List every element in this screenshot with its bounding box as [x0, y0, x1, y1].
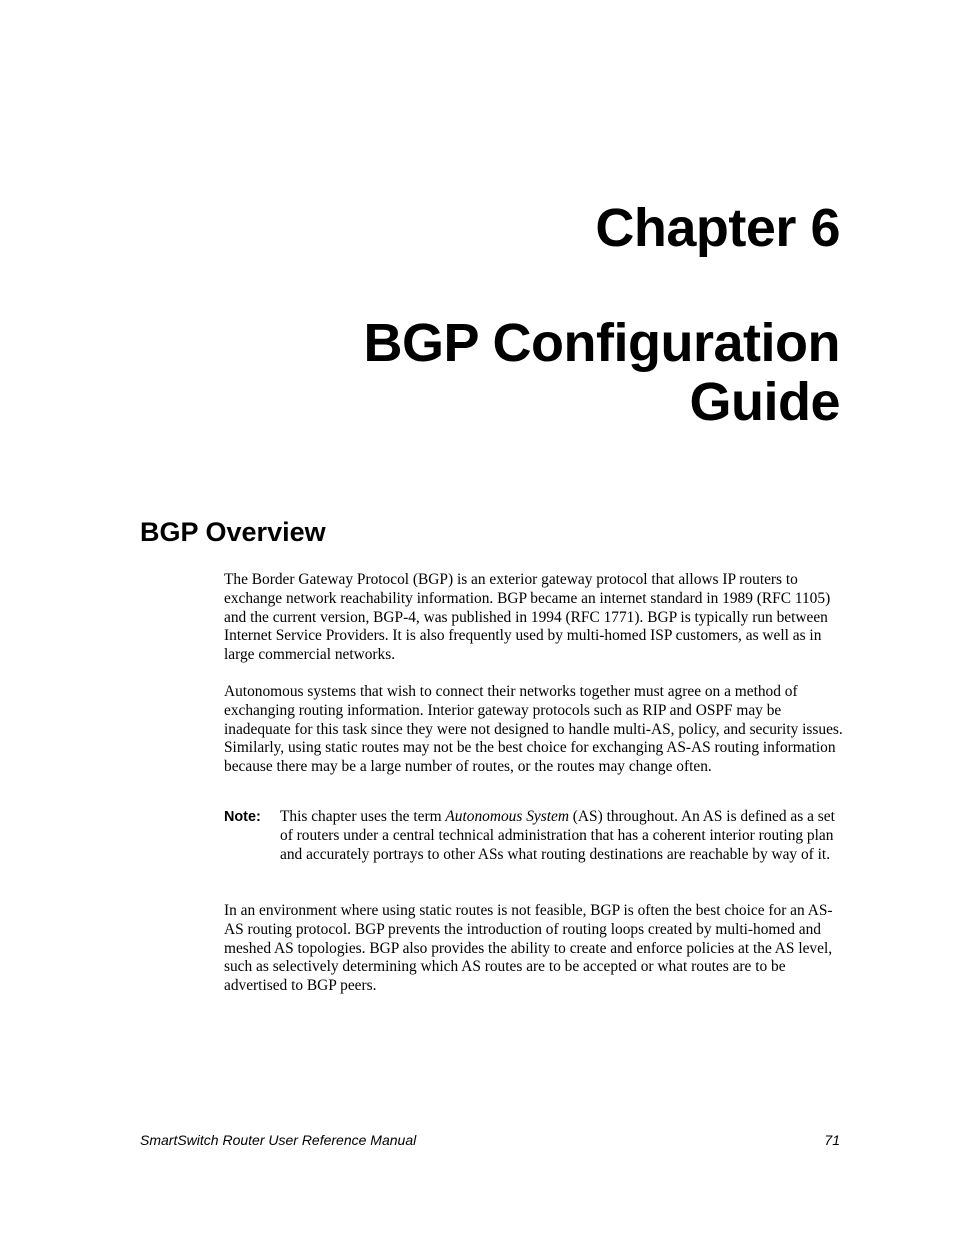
- page-footer: [140, 1131, 840, 1149]
- overview-paragraph-2: Autonomous systems that wish to connect their networks together must agree on a method of exchanging routing information. Interior gateway protocols such as RIP and OSPF may be inadequate for this task since they were not designed to handle multi-AS, policy, and security issues. Similarly, using static routes may not be the best choice for exchanging AS-AS routing information because there may be a large number of routes, or the routes may change often.: [224, 683, 843, 776]
- chapter-title: [140, 314, 840, 432]
- note-text-before: This chapter uses the term: [280, 808, 446, 825]
- note-text: [280, 808, 844, 864]
- note-term: Autonomous System: [445, 808, 569, 825]
- footer-page-number: 71: [824, 1132, 840, 1148]
- chapter-label: Chapter 6: [595, 198, 840, 258]
- note-text-after: (AS) throughout. An AS is defined as a set of routers under a central technical administration that has a coherent interior routing plan and accurately portrays to other ASs what routing destinations are reachable by way of it.: [280, 808, 835, 863]
- footer-manual-title: SmartSwitch Router User Reference Manual: [140, 1132, 417, 1148]
- note-block: [224, 808, 844, 864]
- overview-paragraph-1: The Border Gateway Protocol (BGP) is an exterior gateway protocol that allows IP routers to exchange network reachability information. BGP became an internet standard in 1989 (RFC 1105) and the current version, BGP-4, was published in 1994 (RFC 1771). BGP is typically run between Internet Service Providers. It is also frequently used by multi-homed ISP customers, as well as in large commercial networks.: [224, 571, 831, 664]
- chapter-title-line-2: Guide: [689, 372, 840, 432]
- note-label: Note:: [224, 809, 261, 825]
- section-heading: BGP Overview: [140, 517, 326, 547]
- chapter-title-line-1: BGP Configuration: [363, 313, 840, 373]
- overview-paragraph-3: In an environment where using static routes is not feasible, BGP is often the best choice for an AS-AS routing protocol. BGP prevents the introduction of routing loops created by multi-homed and meshed AS topologies. BGP also provides the ability to create and enforce policies at the AS level, such as selectively determining which AS routes are to be accepted or what routes are to be advertised to BGP peers.: [224, 902, 833, 995]
